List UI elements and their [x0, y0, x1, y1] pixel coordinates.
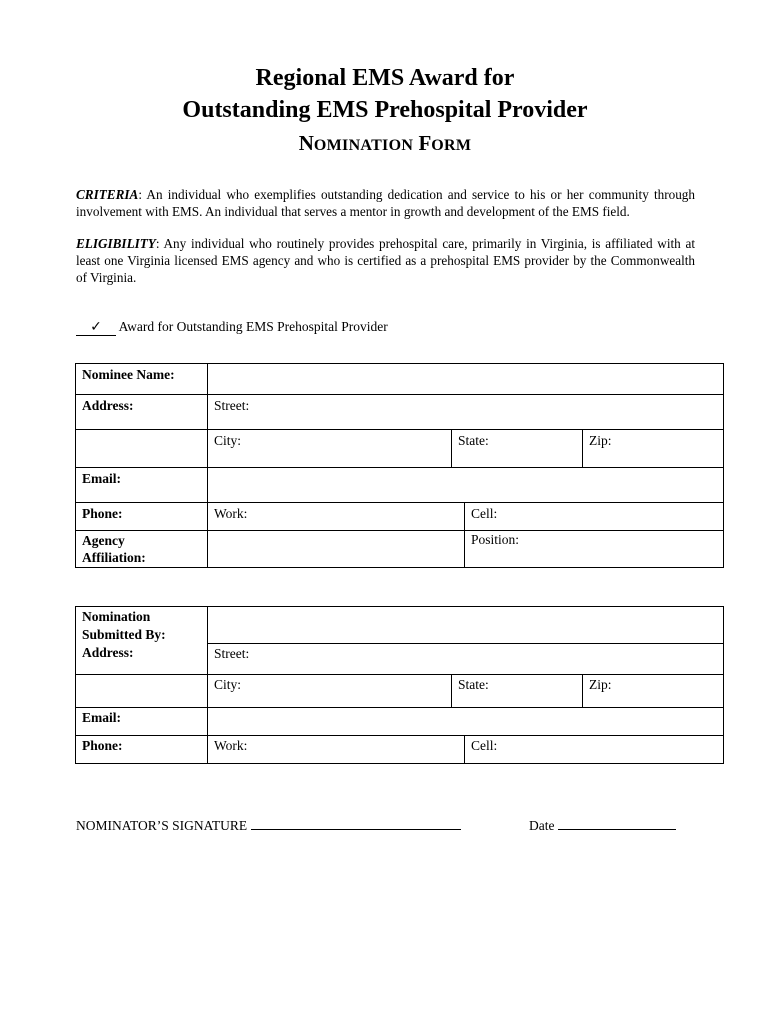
submitted-label-line1: Nomination: [82, 609, 151, 624]
nominee-cell-phone-field[interactable]: [465, 503, 724, 531]
cell-label: Cell:: [471, 738, 498, 753]
agency-affiliation-label: [76, 531, 208, 568]
signature-line[interactable]: [251, 817, 461, 830]
eligibility-label: ELIGIBILITY: [76, 236, 156, 251]
nominator-address-blank: [76, 675, 208, 708]
nominator-signature: [76, 817, 461, 835]
nominator-email-label: Email:: [76, 708, 208, 736]
form-title: [0, 130, 770, 159]
cell-label: Cell:: [471, 506, 498, 521]
nominee-city-field[interactable]: [208, 430, 452, 468]
agency-label-line1: Agency: [82, 533, 125, 548]
nominee-zip-field[interactable]: [583, 430, 724, 468]
nominator-street-field[interactable]: [208, 644, 724, 675]
nominator-zip-field[interactable]: [583, 675, 724, 708]
work-label: Work:: [214, 506, 248, 521]
state-label: State:: [458, 433, 489, 448]
signature-date: [529, 817, 676, 835]
nominee-street-field[interactable]: [208, 395, 724, 430]
award-selection: [76, 318, 388, 336]
nominee-address-label: Address:: [76, 395, 208, 430]
nominee-email-label: Email:: [76, 468, 208, 503]
date-line[interactable]: [558, 817, 676, 830]
nominator-table: [75, 606, 724, 764]
title-line-1: Regional EMS Award for: [255, 65, 515, 91]
nominee-work-phone-field[interactable]: [208, 503, 465, 531]
nominator-state-field[interactable]: [452, 675, 583, 708]
signature-label: NOMINATOR’S SIGNATURE: [76, 818, 248, 833]
nominator-work-phone-field[interactable]: [208, 736, 465, 764]
nominator-city-field[interactable]: [208, 675, 452, 708]
nominator-name-field[interactable]: [208, 607, 724, 644]
nominee-phone-label: Phone:: [76, 503, 208, 531]
nominee-name-label: Nominee Name:: [76, 364, 208, 395]
nominee-table: [75, 363, 724, 568]
award-checkbox[interactable]: [76, 319, 116, 336]
check-icon: ✓: [90, 319, 102, 335]
nomination-submitted-by-label: [76, 607, 208, 675]
title-line-2: Outstanding EMS Prehospital Provider: [182, 97, 588, 123]
form-title-rest-2: ORM: [431, 137, 472, 154]
criteria-text: : An individual who exemplifies outstanding dedication and service to his or her community through involvement with EMS. An individual that serves a mentor in growth and development of the EMS field.: [76, 187, 695, 219]
form-title-initial-f: F: [418, 131, 432, 155]
nominator-cell-phone-field[interactable]: [465, 736, 724, 764]
nominee-name-field[interactable]: [208, 364, 724, 395]
street-label: Street:: [214, 398, 250, 413]
submitted-label-line2: Submitted By:: [82, 627, 166, 642]
position-field[interactable]: [465, 531, 724, 568]
city-label: City:: [214, 433, 242, 448]
eligibility-paragraph: [76, 235, 695, 286]
nominee-state-field[interactable]: [452, 430, 583, 468]
form-title-initial-n: N: [298, 131, 314, 155]
criteria-label: CRITERIA: [76, 187, 139, 202]
nominator-address-label: Address:: [82, 645, 134, 660]
form-title-rest-1: OMINATION: [313, 137, 414, 154]
street-label: Street:: [214, 646, 250, 661]
agency-affiliation-field[interactable]: [208, 531, 465, 568]
date-label: Date: [529, 818, 555, 833]
state-label: State:: [458, 677, 489, 692]
zip-label: Zip:: [589, 433, 612, 448]
nominator-phone-label: Phone:: [76, 736, 208, 764]
agency-label-line2: Affiliation:: [82, 550, 146, 565]
eligibility-text: : Any individual who routinely provides prehospital care, primarily in Virginia, is affiliated with at least one Virginia licensed EMS agency and who is certified as a prehospital EMS provider by the Commonwealth of Virginia.: [76, 236, 695, 285]
work-label: Work:: [214, 738, 248, 753]
position-label: Position:: [471, 532, 520, 547]
nominee-address-blank: [76, 430, 208, 468]
nominee-email-field[interactable]: [208, 468, 724, 503]
zip-label: Zip:: [589, 677, 612, 692]
criteria-paragraph: [76, 186, 695, 220]
award-label: Award for Outstanding EMS Prehospital Provider: [118, 319, 388, 334]
city-label: City:: [214, 677, 242, 692]
nominator-email-field[interactable]: [208, 708, 724, 736]
